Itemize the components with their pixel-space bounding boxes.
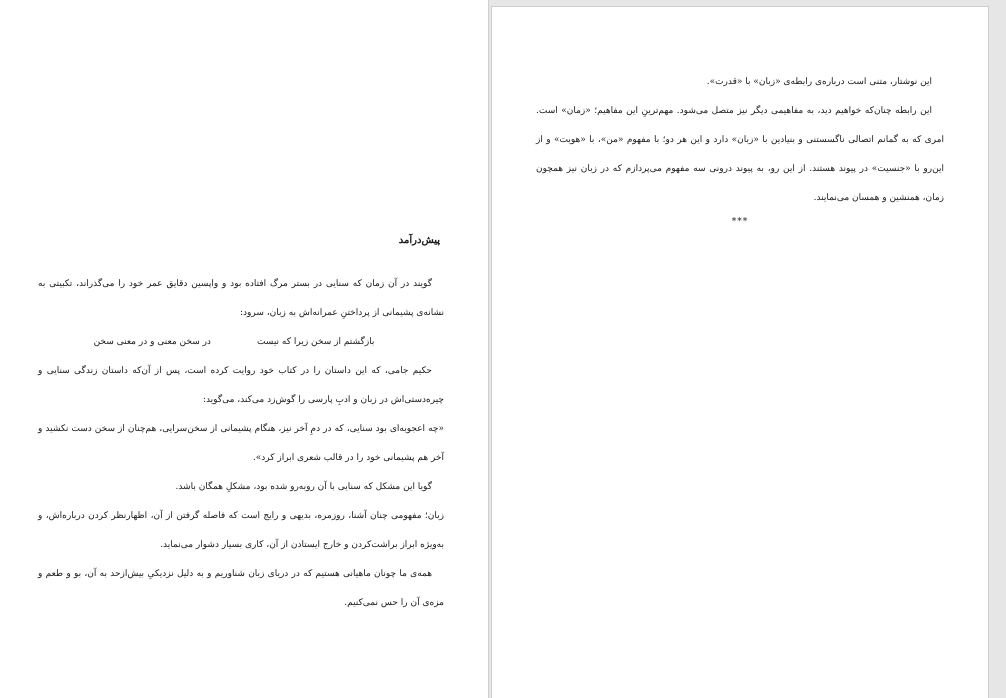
right-page bbox=[491, 6, 989, 698]
left-page-body bbox=[38, 270, 444, 618]
verse-hemistich: بازگشتم از سخن زیرا که نیست bbox=[256, 337, 375, 347]
left-page bbox=[0, 0, 489, 698]
paragraph: زبان؛ مفهومی چنان آشنا، روزمره، بدیهی و رایج است که فاصله گرفتن از آن، اظهارنظر کردن درباره‌اش، و به‌ویژه ابراز براشت‌کردن و خارج ایستادن از آن، کاری بسیار دشوار می‌نماید. bbox=[38, 511, 444, 550]
paragraph: حکیم جامی، که این داستان را در کتاب خود روایت کرده است، پس از آن‌که داستان زندگی سنایی و چیره‌دستی‌اش در زبان و ادبِ پارسی را گوش‌زد می‌کند، می‌گوید: bbox=[38, 366, 444, 405]
paragraph: این رابطه چنان‌که خواهیم دید، به مفاهیمی دیگر نیز متصل می‌شود. مهم‌ترینِ این مفاهیم؛ «زمان» است. امری که به گمانم اتصالی ناگسستنی و بنیادین با «زبان» دارد و این هر دو؛ با مفهوم «من»، با «هویت» و از این‌رو با «جنسیت» در پیوند هستند. از این رو، به پیوند درونی سه مفهوم می‌پردازم که در زبان نیز همچون زمان، همنشین و همسان می‌نمایند. bbox=[536, 106, 944, 203]
paragraph: این نوشتار، متنی است درباره‌ی رابطه‌ی «زبان» با «قدرت». bbox=[706, 77, 932, 87]
paragraph: «چه اعجوبه‌ای بود سنایی، که در دمِ آخر نیز، هنگام پشیمانی از سخن‌سرایی، هم‌چنان از سخن دست نکشید و آخر هم پشیمانی خود را در قالب شعری ابراز کرد». bbox=[38, 424, 444, 463]
paragraph: گویا این مشکل که سنایی با آن روبه‌رو شده بود، مشکلِ همگان باشد. bbox=[175, 482, 432, 492]
section-heading: پیش‌درآمد bbox=[398, 235, 440, 246]
right-page-body bbox=[536, 68, 944, 231]
paragraph: همه‌ی ما چونان ماهیانی هستیم که در دریای زبان شناوریم و به دلیل نزدیکیِ بیش‌ازحد به آن، بو و طعم و مزه‌ی آن را حس نمی‌کنیم. bbox=[38, 569, 444, 608]
section-separator: *** bbox=[731, 217, 749, 227]
paragraph: گویند در آن زمان که سنایی در بستر مرگ افتاده بود و واپسین دقایق عمر خود را می‌گذراند، تکبیتی به نشانه‌ی پشیمانی از پرداختنِ عمرانه‌اش به زبان، سرود: bbox=[38, 279, 444, 318]
verse-line bbox=[38, 328, 444, 357]
verse-hemistich: در سخن معنی و در معنی سخن bbox=[93, 337, 211, 347]
